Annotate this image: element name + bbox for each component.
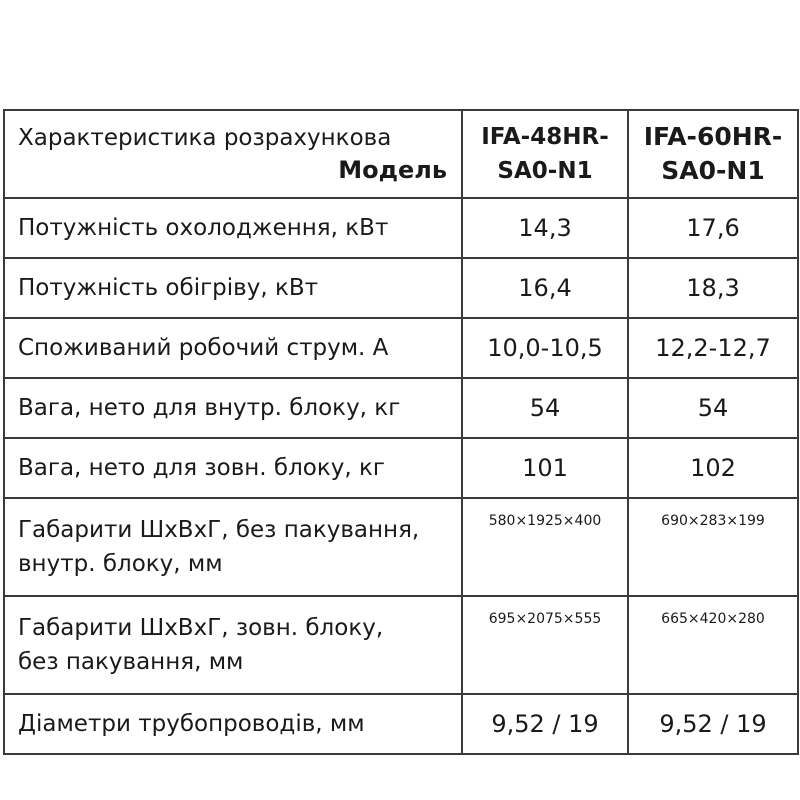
row-label: Вага, нето для зовн. блоку, кг: [4, 438, 462, 498]
row-value-a: 16,4: [462, 258, 628, 318]
row-label-line2: внутр. блоку, мм: [18, 551, 223, 577]
table-row: [4, 318, 798, 378]
table-row: [4, 378, 798, 438]
row-value-a: 695×2075×555: [462, 596, 628, 694]
header-model-label: Модель: [338, 156, 447, 184]
table-row: [4, 694, 798, 754]
row-label: Потужність охолодження, кВт: [4, 198, 462, 258]
model-a-header: [462, 110, 628, 198]
row-value-b: 12,2-12,7: [628, 318, 798, 378]
table-header-row: [4, 110, 798, 198]
row-value-a: 101: [462, 438, 628, 498]
model-b-line2: SA0-N1: [661, 156, 765, 185]
table-row: [4, 596, 798, 694]
row-label: Діаметри трубопроводів, мм: [4, 694, 462, 754]
model-b-line1: IFA-60HR-: [643, 122, 783, 151]
model-a-line1: IFA-48HR-: [481, 124, 609, 150]
row-value-a: 14,3: [462, 198, 628, 258]
model-a-line2: SA0-N1: [497, 158, 593, 184]
row-value-b: 17,6: [628, 198, 798, 258]
row-label: [4, 596, 462, 694]
specifications-table: [3, 109, 799, 755]
table-row: [4, 498, 798, 596]
row-value-b: 690×283×199: [628, 498, 798, 596]
row-label-line1: Габарити ШхВхГ, без пакування,: [18, 517, 420, 543]
row-value-a: 580×1925×400: [462, 498, 628, 596]
row-value-b: 18,3: [628, 258, 798, 318]
row-value-b: 54: [628, 378, 798, 438]
row-value-a: 9,52 / 19: [462, 694, 628, 754]
table-row: [4, 198, 798, 258]
model-b-header: [628, 110, 798, 198]
header-label-cell: [4, 110, 462, 198]
row-label-line2: без пакування, мм: [18, 649, 244, 675]
row-label: Вага, нето для внутр. блоку, кг: [4, 378, 462, 438]
row-label: Потужність обігріву, кВт: [4, 258, 462, 318]
row-label: Споживаний робочий струм. А: [4, 318, 462, 378]
row-value-a: 54: [462, 378, 628, 438]
row-value-b: 102: [628, 438, 798, 498]
row-value-b: 9,52 / 19: [628, 694, 798, 754]
row-value-b: 665×420×280: [628, 596, 798, 694]
header-characteristic-label: Характеристика розрахункова: [18, 125, 392, 151]
row-label-line1: Габарити ШхВхГ, зовн. блоку,: [18, 615, 384, 641]
row-value-a: 10,0-10,5: [462, 318, 628, 378]
table-row: [4, 438, 798, 498]
row-label: [4, 498, 462, 596]
table-row: [4, 258, 798, 318]
